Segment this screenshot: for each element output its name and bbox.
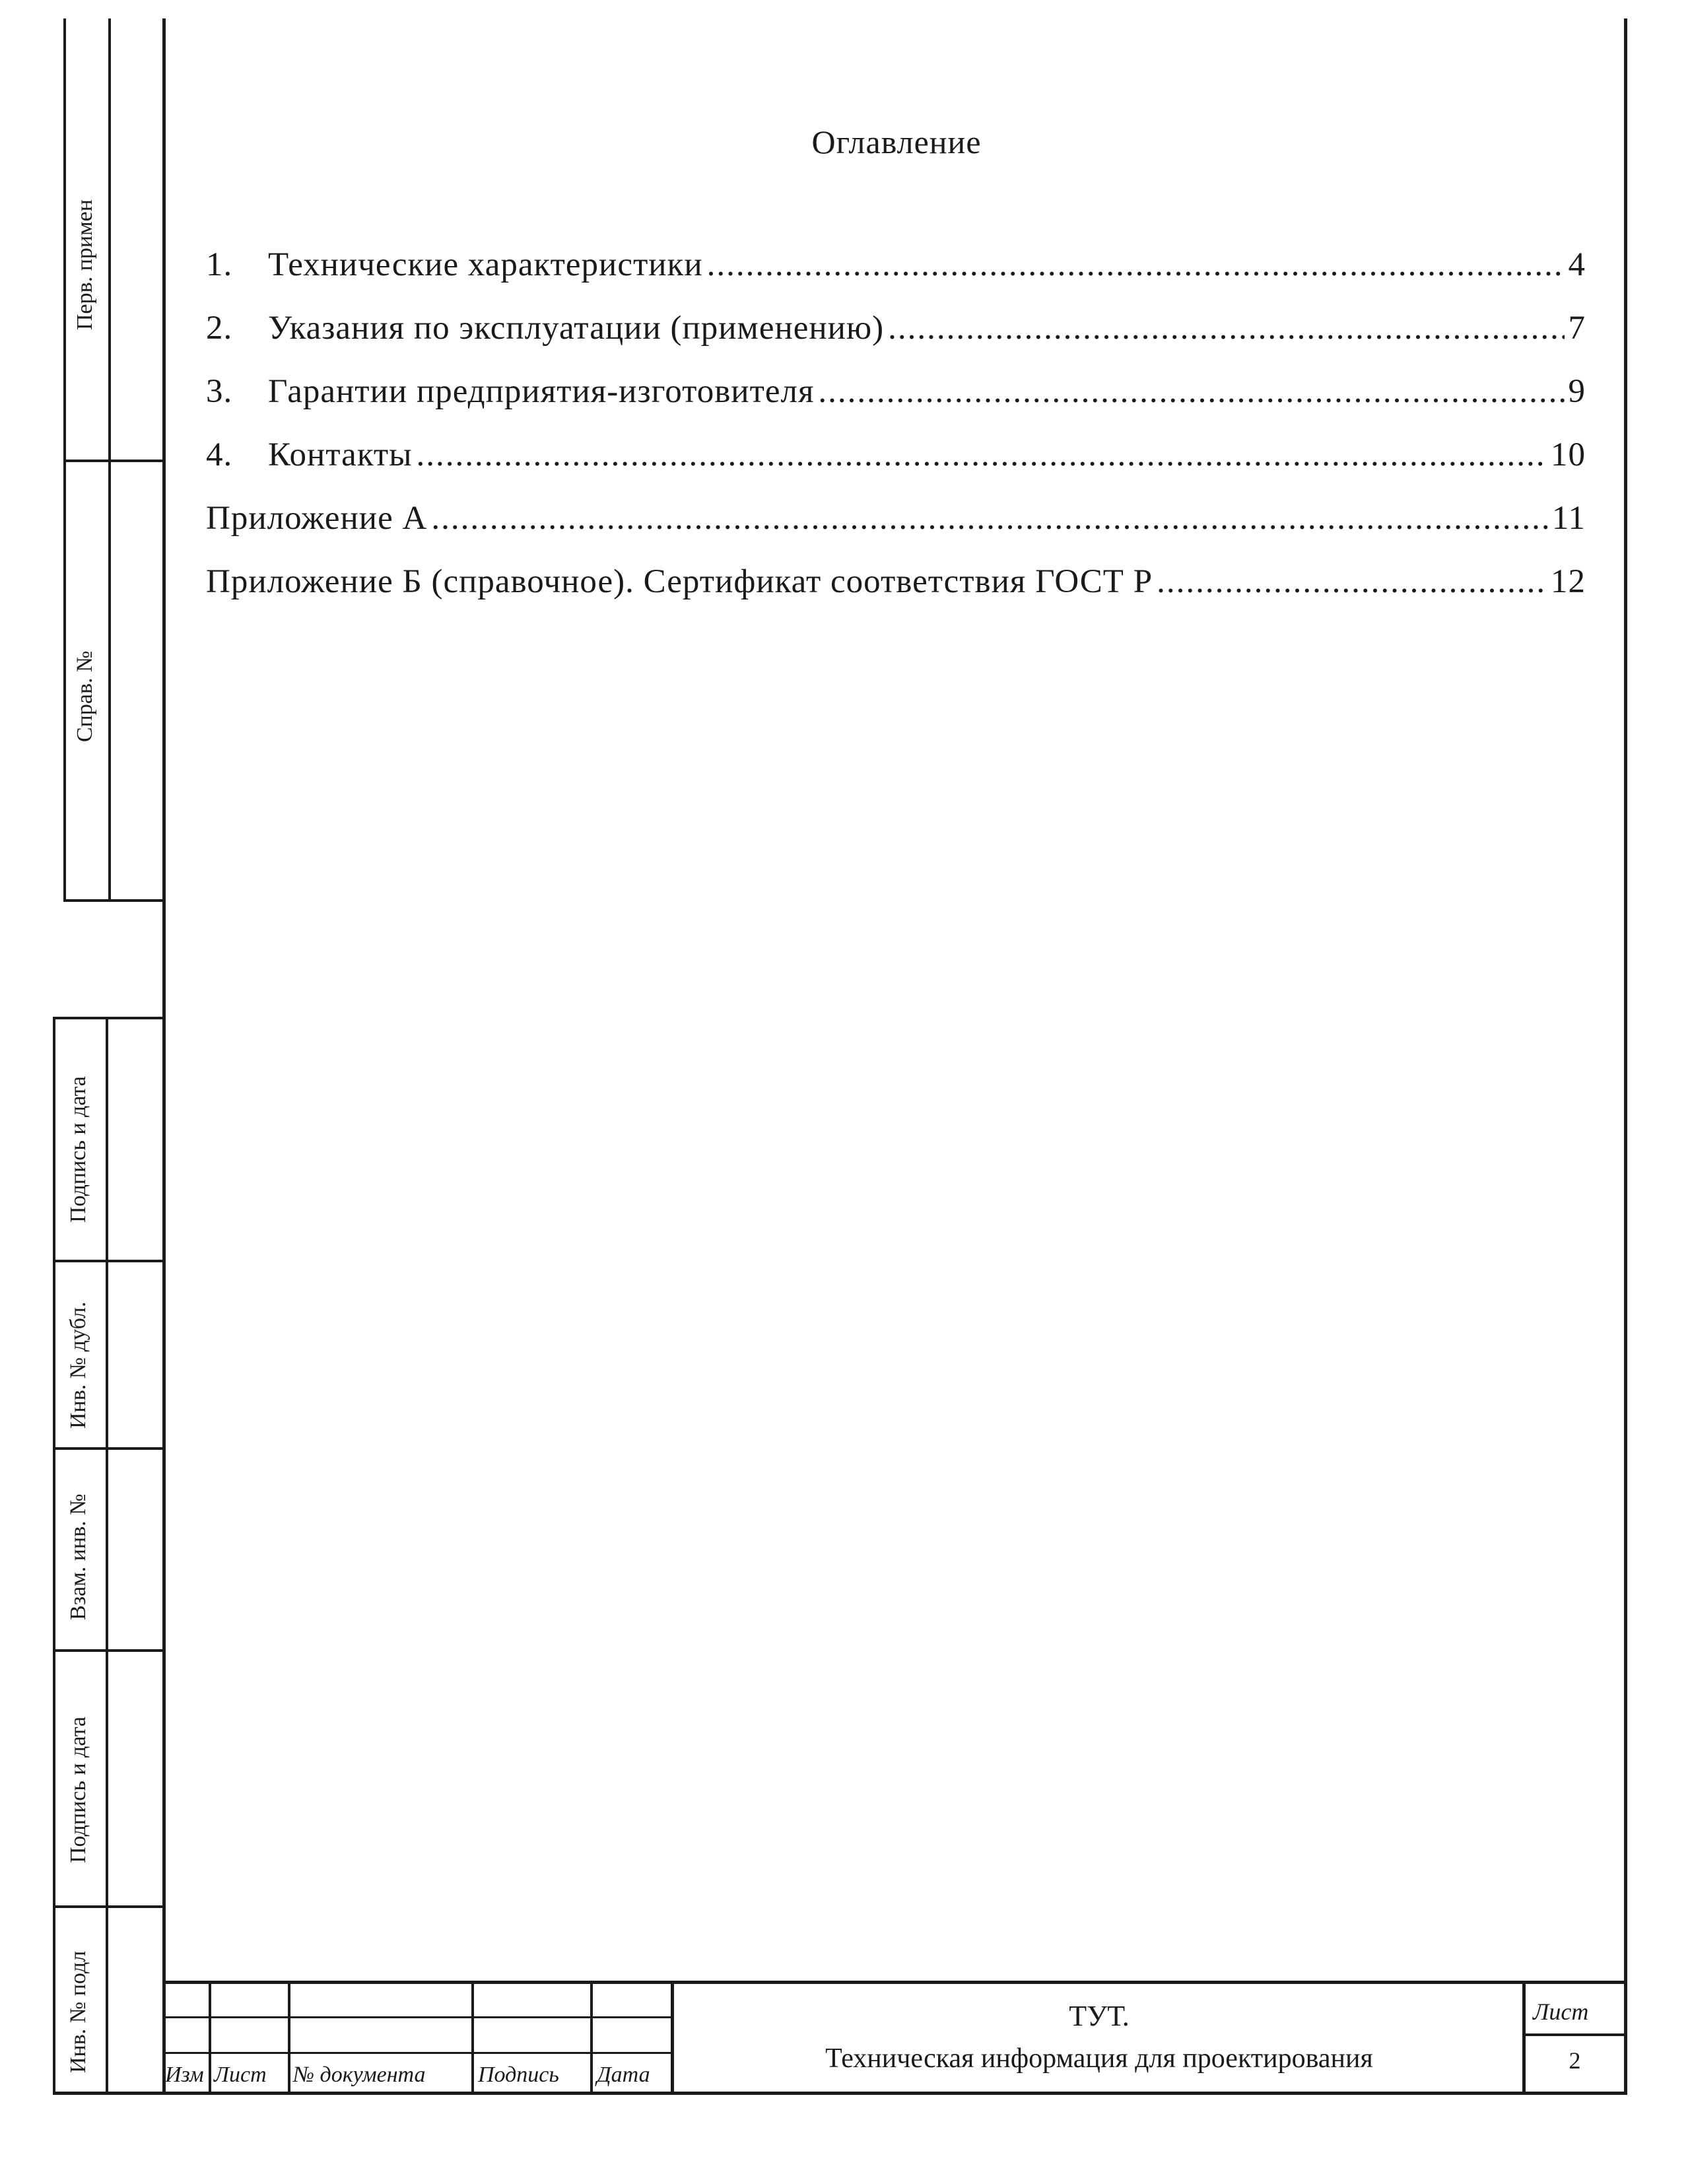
stamp-col-line-4 [590,1981,593,2094]
label-podpis-data-2: Подпись и дата [66,1717,90,1863]
toc-entry-leader [431,499,1548,537]
margin-divider-2 [53,1447,165,1450]
toc-entry-number: 1. [206,246,233,283]
margin-divider-1 [53,1260,165,1262]
label-inv-dubl: Инв. № дубл. [66,1301,90,1429]
toc-entry-page: 9 [1568,373,1586,410]
margin-upper-bottom [63,899,165,902]
toc-entry-page: 7 [1568,310,1586,347]
label-perv-primen: Перв. примен [73,199,97,330]
stamp-col-line-6 [1522,1981,1526,2094]
toc-entry-page: 11 [1551,500,1586,537]
toc-title-text: Оглавление [811,123,982,160]
toc-title [0,123,1690,161]
stamp-col-line-2 [288,1981,290,2094]
toc-entry[interactable] [206,309,1586,372]
toc-entry-number: 2. [206,310,233,347]
toc-entry-number: 4. [206,436,233,473]
stamp-col-podpis: Подпись [478,2063,559,2087]
margin-divider-3 [53,1649,165,1652]
label-sprav-no: Справ. № [73,650,97,742]
toc-entry-leader [888,309,1564,347]
toc-entry-page: 12 [1551,563,1586,600]
toc-entry-leader [1157,563,1547,601]
toc-entry-leader [707,246,1565,284]
toc-entry-text: Технические характеристики [268,246,703,283]
stamp-row-line-2 [162,2052,673,2054]
margin-lower-top [53,1017,165,1019]
margin-lower-mid-line [106,1017,108,2094]
frame-right-line [1624,18,1627,2093]
toc-entry-text: Приложение А [206,500,428,537]
toc-entry-page: 10 [1551,436,1586,473]
label-vzam-inv: Взам. инв. № [66,1493,90,1620]
toc-entry-number: 3. [206,373,233,410]
stamp-top-line [162,1981,1627,1984]
stamp-doc-code: ТУТ. [1069,2000,1130,2032]
toc-entry-leader [416,436,1547,474]
stamp-col-line-5 [671,1981,674,2094]
toc-entry-text: Гарантии предприятия-изготовителя [268,373,815,410]
stamp-col-data: Дата [597,2063,650,2087]
stamp-sheet-number: 2 [1569,2047,1581,2074]
stamp-col-doc: № документа [293,2063,426,2087]
stamp-col-izm: Изм [165,2063,204,2087]
toc-entry[interactable] [206,372,1586,436]
toc-entry-text: Контакты [268,436,413,473]
margin-lower-left-line [53,1017,55,2094]
label-podpis-data-1: Подпись и дата [66,1076,90,1223]
toc-entry-text: Указания по эксплуатации (применению) [268,310,885,347]
label-inv-podl: Инв. № подл [66,1950,90,2073]
toc-entry[interactable] [206,563,1586,626]
toc-entry[interactable] [206,246,1586,309]
stamp-col-line-3 [471,1981,474,2094]
toc-entry-page: 4 [1568,246,1586,283]
stamp-sheet-label: Лист [1533,1998,1589,2025]
stamp-col-line-1 [209,1981,211,2094]
frame-left-line [162,18,166,2093]
toc-entry[interactable] [206,436,1586,499]
toc-entry-text: Приложение Б (справочное). Сертификат соответствия ГОСТ Р [206,563,1153,600]
toc-entry[interactable] [206,499,1586,563]
stamp-col-list: Лист [214,2063,267,2087]
margin-divider-4 [53,1905,165,1908]
margin-upper-divider [63,460,165,462]
table-of-contents [206,246,1586,626]
stamp-row-line-1 [162,2016,673,2018]
stamp-sheet-divider [1522,2033,1627,2036]
stamp-doc-name: Техническая информация для проектирования [825,2043,1373,2074]
toc-entry-leader [818,372,1564,411]
